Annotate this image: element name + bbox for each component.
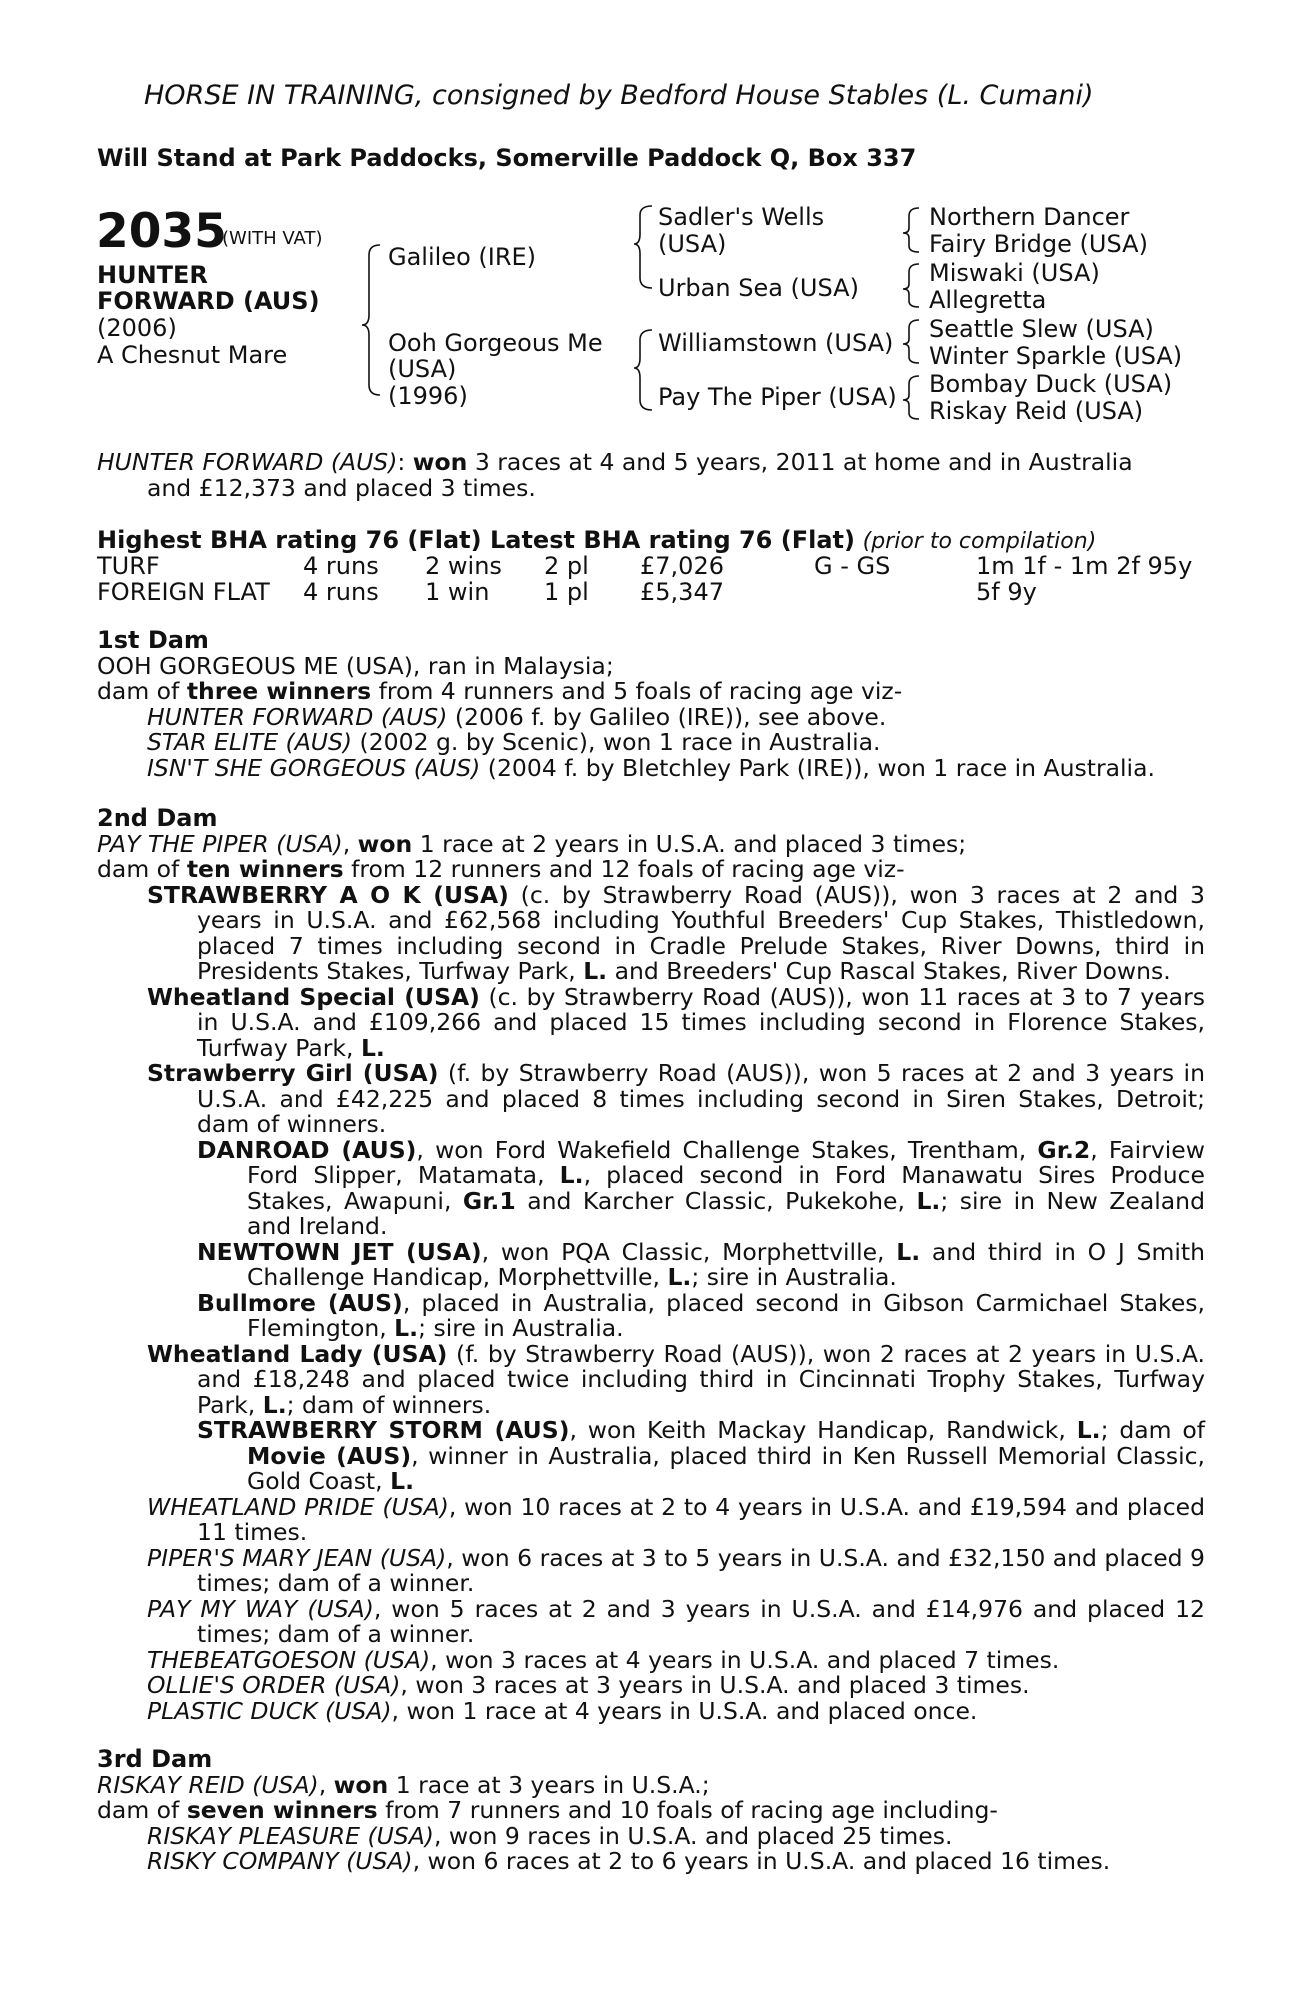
rating-prize: £5,347 <box>640 578 724 606</box>
section-heading: 2nd Dam <box>97 804 218 832</box>
produce-entry: WHEATLAND PRIDE (USA), won 10 races at 2 to 4 years in U.S.A. and £19,594 and placed 11 times. <box>147 1492 1205 1546</box>
produce-entry-sub: NEWTOWN JET (USA), won PQA Classic, Morphettville, L. and third in O J Smith Challenge Handicap, Morphettville, L.; sire in Australia. <box>197 1237 1205 1291</box>
vat-note: (WITH VAT) <box>222 228 323 249</box>
dam-line: RISKAY REID (USA), won 1 race at 3 years in U.S.A.; <box>97 1770 710 1799</box>
pedigree-gen3-7: Bombay Duck (USA) <box>929 370 1173 398</box>
rating-prize: £7,026 <box>640 552 724 580</box>
rating-heading: Highest BHA rating 76 (Flat) Latest BHA rating 76 (Flat) (prior to compilation) <box>97 526 1097 554</box>
second-dam-section <box>97 806 1205 1724</box>
race-summary <box>97 450 1205 501</box>
produce-entry: PLASTIC DUCK (USA), won 1 race at 4 years in U.S.A. and placed once. <box>147 1696 978 1725</box>
summary-line1: HUNTER FORWARD (AUS): won 3 races at 4 and 5 years, 2011 at home and in Australia <box>97 448 1133 476</box>
pedigree-sire-sire-line2: (USA) <box>658 230 727 258</box>
rating-wins: 2 wins <box>425 552 502 580</box>
produce-entry: Strawberry Girl (USA) (f. by Strawberry Road (AUS)), won 5 races at 2 and 3 years in U.S.A. and £42,225 and placed 8 times including second in Siren Stakes, Detroit; dam of winners. <box>147 1059 1205 1138</box>
pedigree-dam-sire: Williamstown (USA) <box>658 329 894 357</box>
dam-line: PAY THE PIPER (USA), won 1 race at 2 years in U.S.A. and placed 3 times; <box>97 829 967 858</box>
rating-runs: 4 runs <box>303 578 379 606</box>
pedigree-dam-dam: Pay The Piper (USA) <box>658 383 897 411</box>
horse-description: A Chesnut Mare <box>97 341 288 369</box>
pedigree-gen3-1: Northern Dancer <box>929 203 1130 231</box>
produce-entry: STAR ELITE (AUS) (2002 g. by Scenic), won 1 race in Australia. <box>147 728 881 756</box>
pedigree-sire-sire-line1: Sadler's Wells <box>658 203 825 231</box>
first-dam-section <box>97 628 1205 781</box>
rating-wins: 1 win <box>425 578 490 606</box>
pedigree-gen3-3: Miswaki (USA) <box>929 259 1100 287</box>
horse-name-line1: HUNTER <box>97 261 208 289</box>
rating-placed: 2 pl <box>544 552 589 580</box>
pedigree-gen3-2: Fairy Bridge (USA) <box>929 230 1148 258</box>
stand-location: Will Stand at Park Paddocks, Somerville Paddock Q, Box 337 <box>97 144 917 172</box>
produce-entry-sub: STRAWBERRY STORM (AUS), won Keith Mackay Handicap, Randwick, L.; dam of Movie (AUS), winner in Australia, placed third in Ken Russell Memorial Classic, Gold Coast, L. <box>197 1416 1206 1495</box>
produce-entry: RISKY COMPANY (USA), won 6 races at 2 to 6 years in U.S.A. and placed 16 times. <box>147 1847 1111 1875</box>
produce-entry: Wheatland Lady (USA) (f. by Strawberry Road (AUS)), won 2 races at 2 years in U.S.A. and £18,248 and placed twice including third in Cincinnati Trophy Stakes, Turfway Park, L.; dam of winners. <box>147 1339 1205 1419</box>
pedigree-dam-line3: (1996) <box>388 382 468 410</box>
pedigree-gen3-4: Allegretta <box>929 286 1047 314</box>
rating-runs: 4 runs <box>303 552 379 580</box>
section-heading: 1st Dam <box>97 626 209 654</box>
produce-entry-sub: DANROAD (AUS), won Ford Wakefield Challenge Stakes, Trentham, Gr.2, Fairview Ford Slipper, Matamata, L., placed second in Ford Manawatu Sires Produce Stakes, Awapuni, Gr.1 and Karcher Classic, Pukekohe, L.; sire in New Zealand and Ireland. <box>197 1135 1205 1240</box>
produce-entry: RISKAY PLEASURE (USA), won 9 races in U.S.A. and placed 25 times. <box>147 1821 953 1850</box>
rating-type: FOREIGN FLAT <box>97 578 270 606</box>
rating-going: G - GS <box>814 552 891 580</box>
pedigree-gen3-8: Riskay Reid (USA) <box>929 397 1144 425</box>
produce-entry: STRAWBERRY A O K (USA) (c. by Strawberry Road (AUS)), won 3 races at 2 and 3 years in U.S.A. and £62,568 including Youthful Breeders' Cup Stakes, Thistledown, placed 7 times including second in Cradle Prelude Stakes, River Downs, third in Presidents Stakes, Turfway Park, L. and Breeders' Cup Rascal Stakes, River Downs. <box>147 880 1205 985</box>
third-dam-section <box>97 1747 1205 1875</box>
produce-entry: PIPER'S MARY JEAN (USA), won 6 races at 3 to 5 years in U.S.A. and £32,150 and placed 9 times; dam of a winner. <box>147 1543 1205 1597</box>
lot-number: 2035 <box>96 204 227 259</box>
produce-entry: OLLIE'S ORDER (USA), won 3 races at 3 years in U.S.A. and placed 3 times. <box>147 1671 1030 1699</box>
dam-produce-line: dam of three winners from 4 runners and 5 foals of racing age viz- <box>97 677 903 705</box>
pedigree-gen3-6: Winter Sparkle (USA) <box>929 342 1183 370</box>
rating-placed: 1 pl <box>544 578 589 606</box>
page-header-title: HORSE IN TRAINING, consigned by Bedford House Stables (L. Cumani) <box>144 80 1094 111</box>
horse-name-line2: FORWARD (AUS) <box>97 287 320 315</box>
dam-produce-line: dam of ten winners from 12 runners and 12 foals of racing age viz- <box>97 855 905 883</box>
produce-entry: PAY MY WAY (USA), won 5 races at 2 and 3 years in U.S.A. and £14,976 and placed 12 times; dam of a winner. <box>147 1594 1206 1648</box>
foal-year: (2006) <box>97 314 177 342</box>
pedigree-sire: Galileo (IRE) <box>388 243 537 271</box>
produce-entry: THEBEATGOESON (USA), won 3 races at 4 years in U.S.A. and placed 7 times. <box>147 1645 1060 1674</box>
dam-line: OOH GORGEOUS ME (USA), ran in Malaysia; <box>97 651 614 680</box>
produce-entry: Wheatland Special (USA) (c. by Strawberry Road (AUS)), won 11 races at 3 to 7 years in U.S.A. and £109,266 and placed 15 times including second in Florence Stakes, Turfway Park, L. <box>147 982 1205 1062</box>
produce-entry: ISN'T SHE GORGEOUS (AUS) (2004 f. by Bletchley Park (IRE)), won 1 race in Australia. <box>147 753 1155 782</box>
dam-produce-line: dam of seven winners from 7 runners and 10 foals of racing age including- <box>97 1796 998 1824</box>
pedigree-sire-dam: Urban Sea (USA) <box>658 274 859 302</box>
produce-entry-sub: Bullmore (AUS), placed in Australia, placed second in Gibson Carmichael Stakes, Flemington, L.; sire in Australia. <box>197 1288 1206 1342</box>
summary-line2: and £12,373 and placed 3 times. <box>147 473 536 502</box>
produce-entry: HUNTER FORWARD (AUS) (2006 f. by Galileo (IRE)), see above. <box>147 702 887 731</box>
pedigree-gen3-5: Seattle Slew (USA) <box>929 315 1154 343</box>
pedigree-dam-line1: Ooh Gorgeous Me <box>388 329 603 357</box>
rating-distance: 1m 1f - 1m 2f 95y <box>976 552 1193 580</box>
pedigree-dam-line2: (USA) <box>388 355 457 383</box>
section-heading: 3rd Dam <box>97 1745 213 1773</box>
rating-type: TURF <box>97 552 160 580</box>
rating-distance: 5f 9y <box>976 578 1037 606</box>
